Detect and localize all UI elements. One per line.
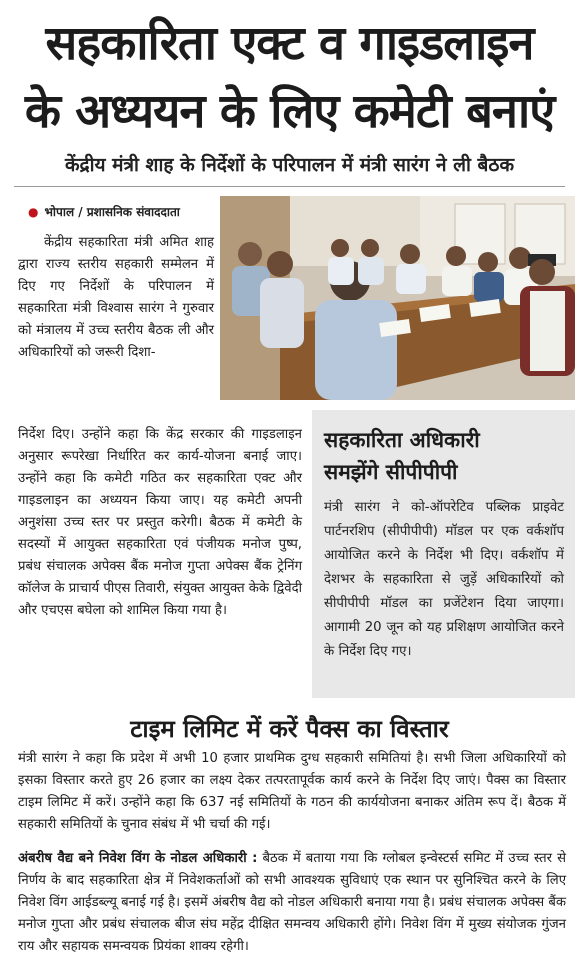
- sidebar-box-title: [324, 424, 480, 488]
- meeting-photo: [220, 196, 575, 400]
- meeting-photo-illustration: [220, 196, 575, 400]
- section-paragraph-1: मंत्री सारंग ने कहा कि प्रदेश में अभी 10 हजार प्राथमिक दुग्ध सहकारी समितियां है। सभी जिला अधिकारियों को इसका विस्तार करते हुए 26 हजार का लक्ष्य देकर तत्परतापूर्वक कार्य करने के निर्देश दिए जाएं। पैक्स का विस्तार टाइम लिमिट में करें। उन्होंने कहा कि 637 नई समितियों के गठन की कार्ययोजना बनाकर अंतिम रूप दें। बैठक में सहकारी समितियों के चुनाव संबंध में भी चर्चा की गई।: [18, 751, 566, 832]
- paragraph-body: बैठक में बताया गया कि ग्लोबल इन्वेस्टर्स समिट में उच्च स्तर से निर्णय के बाद सहकारिता क्षेत्र में निवेशकर्ताओं को सभी आवश्यक सुविधाएं एक स्थान पर सुनिश्चित करने के लिए निवेश विंग आईडब्ल्यू बनाई गई है। इसमें अंबरीष वैद्य को नोडल अधिकारी बनाया गया है। प्रबंध संचालक अपेक्स बैंक मनोज गुप्ता और प्रबंध संचालक बीज संघ महेंद्र दीक्षित समन्वय अधिकारी होंगे। निवेश विंग में मुख्य संयोजक गुंजन राय और सहायक समन्वयक प्रियंका शाक्य रहेगी।: [18, 851, 566, 954]
- sidebar-box-title-line-1: सहकारिता अधिकारी: [324, 428, 480, 452]
- body-text-column-main: निर्देश दिए। उन्होंने कहा कि केंद्र सरकार की गाइडलाइन अनुसार रूपरेखा निर्धारित कर कार्य-योजना बनाई जाए। उन्होंने कहा कि कमेटी गठित कर सहकारिता एक्ट और गाइडलाइन का अध्ययन किया जाए। यह कमेटी अपनी अनुशंसा उच्च स्तर पर प्रस्तुत करेगी। बैठक में कमेटी के सदस्यों में आयुक्त सहकारिता एवं पंजीयक मनोज पुष्प, प्रबंध संचालक अपेक्स बैंक मनोज गुप्ता अपेक्स बैंक ट्रेनिंग कॉलेज के प्राचार्य पीएस तिवारी, संयुक्त आयुक्त केके द्विवेदी और एचएस बघेला को शामिल किया गया है।: [18, 427, 302, 618]
- byline-text: भोपाल / प्रशासनिक संवाददाता: [44, 205, 180, 219]
- paragraph-lead: अंबरीष वैद्य बने निवेश विंग के नोडल अधिकारी :: [18, 851, 258, 866]
- section-title: टाइम लिमिट में करें पैक्स का विस्तार: [130, 715, 449, 743]
- bullet-icon: ●: [28, 205, 39, 219]
- subheadline: केंद्रीय मंत्री शाह के निर्देशों के परिपालन में मंत्री सारंग ने ली बैठक: [64, 154, 515, 176]
- body-text-column-intro: केंद्रीय सहकारिता मंत्री अमित शाह द्वारा राज्य स्तरीय सहकारी सम्मेलन में दिए गए निर्देशों के परिपालन में सहकारिता मंत्री विश्वास सारंग ने गुरुवार को मंत्रालय में उच्च स्तरीय बैठक ली और अधिकारियों को जरूरी दिशा-: [18, 235, 214, 360]
- byline: [28, 203, 180, 220]
- headline-line-2: के अध्ययन के लिए कमेटी बनाएं: [24, 84, 555, 139]
- divider: [14, 186, 565, 187]
- sidebar-box: [312, 410, 575, 698]
- sidebar-box-body: मंत्री सारंग ने को-ऑपरेटिव पब्लिक प्राइवेट पार्टनरशिप (सीपीपीपी) मॉडल पर एक वर्कशॉप आयोजित करने के निर्देश भी दिए। वर्कशॉप में देशभर के सहकारिता से जुड़ें अधिकारियों को सीपीपीपी मॉडल का प्रजेंटेशन दिया जाएगा। आगामी 20 जून को यह प्रशिक्षण आयोजित करने के निर्देश दिए गए।: [324, 500, 564, 659]
- sidebar-box-title-line-2: समझेंगे सीपीपीपी: [324, 460, 458, 484]
- section-paragraph-2: [18, 848, 566, 958]
- headline-line-1: सहकारिता एक्ट व गाइडलाइन: [45, 16, 534, 71]
